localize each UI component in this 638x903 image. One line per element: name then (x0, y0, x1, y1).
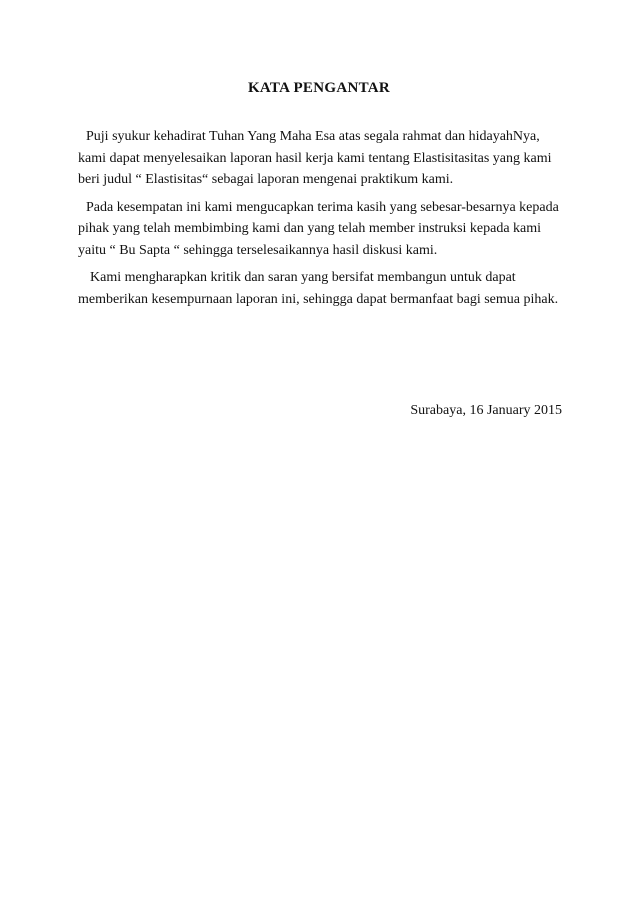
paragraph-2: Pada kesempatan ini kami mengucapkan terima kasih yang sebesar-besarnya kepada pihak yang telah membimbing kami dan yang telah member instruksi kepada kami yaitu “ Bu Sapta “ sehingga terselesaikannya hasil diskusi kami. (78, 199, 559, 258)
body-text (78, 126, 562, 316)
paragraph-3: Kami mengharapkan kritik dan saran yang bersifat membangun untuk dapat memberikan kesempurnaan laporan ini, sehingga dapat bermanfaat bagi semua pihak. (78, 270, 559, 307)
page-title: KATA PENGANTAR (247, 80, 391, 96)
paragraph-1: Puji syukur kehadirat Tuhan Yang Maha Esa atas segala rahmat dan hidayahNya, kami dapat menyelesaikan laporan hasil kerja kami tentang Elastisitasitas yang kami beri judul “ Elastisitas“ sebagai laporan mengenai praktikum kami. (78, 129, 552, 187)
closing-date-line: Surabaya, 16 January 2015 (410, 403, 562, 418)
